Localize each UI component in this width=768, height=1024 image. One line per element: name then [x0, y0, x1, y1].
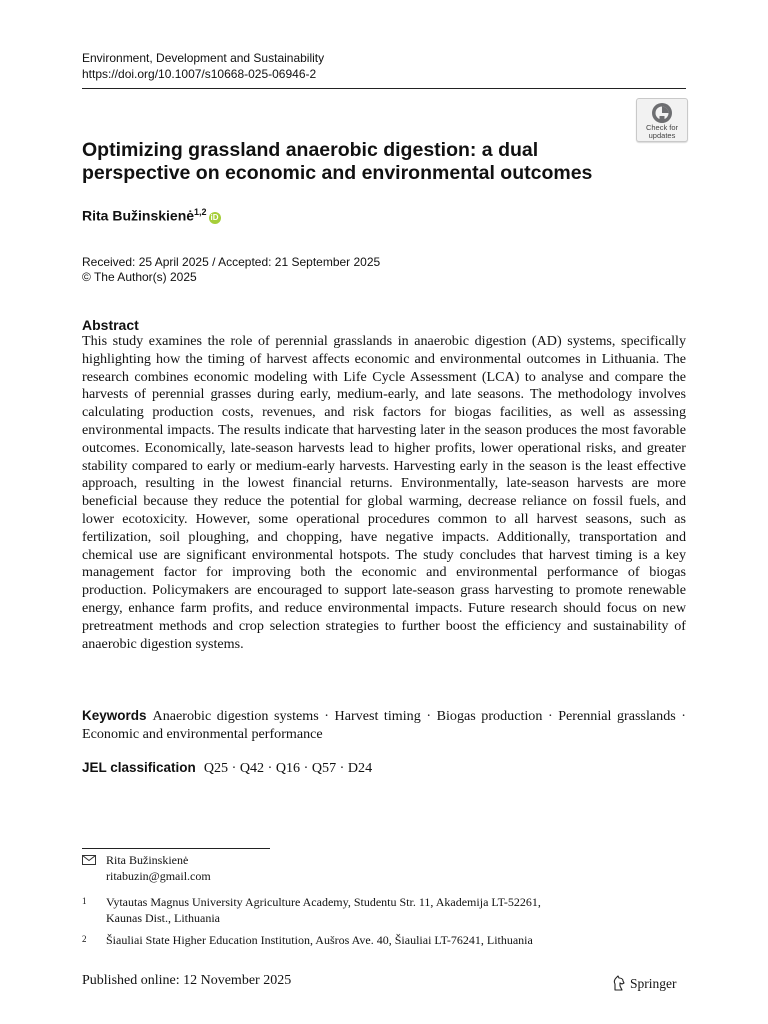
- springer-horse-icon: [612, 975, 626, 991]
- check-for-updates-label-1: Check for: [645, 123, 679, 132]
- article-title: Optimizing grassland anaerobic digestion: a dual perspective on economic and environmental outcomes: [82, 139, 593, 184]
- jel-label: JEL classification: [82, 760, 196, 775]
- affiliation-text-line: Šiauliai State Higher Education Institution, Aušros Ave. 40, Šiauliai LT-76241, Lithuania: [106, 933, 533, 947]
- jel-codes: Q25 · Q42 · Q16 · Q57 · D24: [203, 760, 373, 776]
- affiliation-text-line: Vytautas Magnus University Agriculture Academy, Studentu Str. 11, Akademija LT-52261,: [106, 895, 541, 909]
- journal-name: Environment, Development and Sustainability: [82, 51, 325, 65]
- check-for-updates-label-2: updates: [648, 130, 676, 140]
- affiliation-number: 1: [82, 896, 87, 906]
- article-dates: [82, 255, 380, 285]
- check-for-updates-badge[interactable]: [636, 98, 688, 142]
- author-line: [82, 207, 221, 224]
- publisher-name: Springer: [630, 976, 677, 991]
- orcid-icon[interactable]: iD: [210, 212, 219, 222]
- published-online: Published online: 12 November 2025: [82, 973, 292, 988]
- header-rule: [82, 88, 686, 89]
- received-accepted: Received: 25 April 2025 / Accepted: 21 September 2025: [82, 255, 381, 269]
- footnote-rule: [82, 848, 270, 849]
- correspondence: [82, 852, 211, 884]
- copyright: © The Author(s) 2025: [82, 270, 197, 284]
- affiliation-text-line: Kaunas Dist., Lithuania: [106, 911, 220, 925]
- keywords: [82, 707, 686, 744]
- publisher-logo[interactable]: [612, 975, 677, 992]
- abstract-heading: Abstract: [82, 317, 139, 333]
- check-for-updates-icon: [651, 102, 673, 124]
- doi-link[interactable]: https://doi.org/10.1007/s10668-025-06946-2: [82, 67, 317, 81]
- jel-classification: [82, 759, 372, 777]
- corresponding-author-email[interactable]: ritabuzin@gmail.com: [106, 869, 211, 883]
- affiliation-1: [82, 894, 541, 926]
- author-name: Rita Bužinskienė: [82, 207, 195, 224]
- envelope-icon: [82, 855, 96, 865]
- keywords-label: Keywords: [82, 708, 147, 723]
- abstract-text: This study examines the role of perennial grasslands in anaerobic digestion (AD) systems, specifically highlighting how the timing of harvest affects economic and environmental outcomes in Lithuania. The research combines economic modeling with Life Cycle Assessment (LCA) to analyse and compare the harvests of perennial grasses during early, medium-early, and late seasons. The methodology involves calculating production costs, revenues, and risk factors for biogas facilities, as well as assessing environmental impacts. The results indicate that harvesting later in the season produces the most favorable outcomes. Economically, late-season harvests lead to higher profits, lower operational risks, and greater stability compared to early or medium-early harvests. Harvesting early in the season is the least effective approach, resulting in the lowest financial returns. Environmentally, late-season harvests are more beneficial because they reduce the potential for global warming, decrease reliance on fossil fuels, and lower ecotoxicity. However, some operational procedures common to all harvest seasons, such as fertilization, soil ploughing, and chopping, have negative impacts. Additionally, transportation and chemical use are significant environmental hotspots. The study concludes that harvest timing is a key management factor for improving both the economic and environmental performance of biogas production. Policymakers are encouraged to support late-season grass harvesting to promote renewable energy, enhance farm profits, and reduce environmental impacts. Future research should focus on new pretreatment methods and crop selection strategies to further boost the efficiency and sustainability of anaerobic digestion systems.: [82, 333, 686, 652]
- affiliation-number: 2: [82, 934, 87, 944]
- corresponding-author-name: Rita Bužinskienė: [106, 853, 189, 867]
- author-affiliation-marks: 1,2: [194, 207, 207, 217]
- journal-header: [82, 50, 324, 82]
- affiliation-2: [82, 932, 533, 948]
- keywords-text: Anaerobic digestion systems · Harvest timing · Biogas production · Perennial grasslands · Economic and environmental performance: [82, 708, 686, 742]
